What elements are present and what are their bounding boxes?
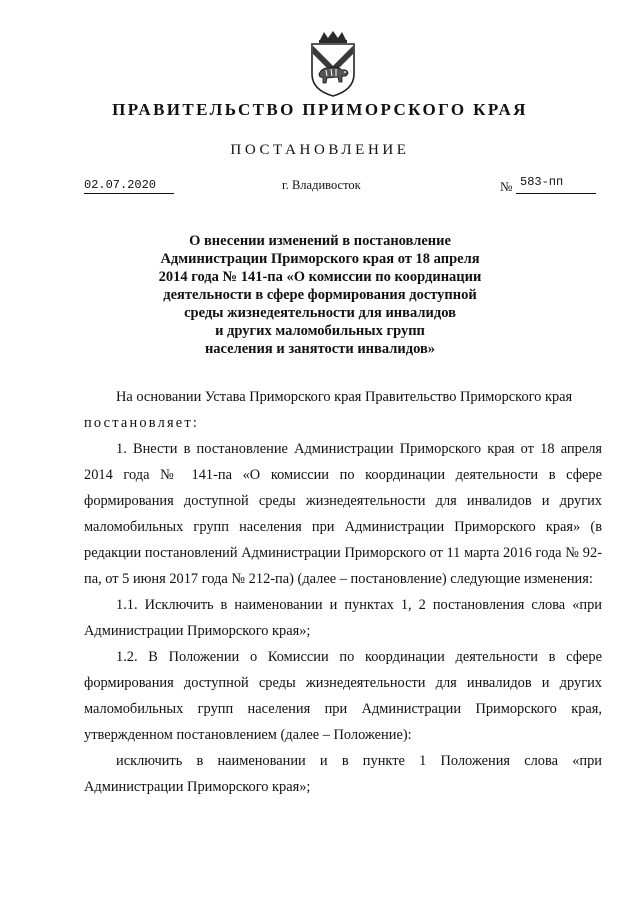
document-body bbox=[84, 384, 602, 800]
subject-line: О внесении изменений в постановление bbox=[189, 233, 451, 249]
document-number: 583-пп bbox=[516, 175, 596, 194]
subject-line: Администрации Приморского края от 18 апреля bbox=[160, 251, 480, 267]
government-title: ПРАВИТЕЛЬСТВО ПРИМОРСКОГО КРАЯ bbox=[112, 100, 528, 119]
clause-1-2: 1.2. В Положении о Комиссии по координации деятельности в сфере формирования доступной среды жизнедеятельности для инвалидов и других маломобильных групп населения при Администрации Приморского края, утвержденном постановлением (далее – Положение): bbox=[84, 649, 602, 743]
coat-of-arms-icon bbox=[302, 30, 364, 98]
document-date: 02.07.2020 bbox=[84, 178, 174, 194]
number-label: № bbox=[500, 179, 513, 194]
clause-1: 1. Внести в постановление Администрации Приморского края от 18 апреля 2014 года № 141-па «О комиссии по координации деятельности в сфере формирования доступной среды жизнедеятельности для инвалидов и других маломобильных групп населения при Администрации Приморского края» (в редакции постановлений Администрации Приморского от 11 марта 2016 года № 92-па, от 5 июня 2017 года № 212-па) (далее – постановление) следующие изменения: bbox=[84, 441, 602, 587]
decree-word: постановляет: bbox=[84, 415, 200, 431]
subject-line: среды жизнедеятельности для инвалидов bbox=[184, 305, 456, 321]
subject-line: деятельности в сфере формирования доступной bbox=[163, 287, 477, 303]
subject-line: и других маломобильных групп bbox=[215, 323, 425, 339]
document-subject bbox=[0, 232, 640, 358]
preamble-paragraph: На основании Устава Приморского края Правительство Приморского края bbox=[116, 389, 573, 405]
document-city: г. Владивосток bbox=[282, 178, 361, 192]
clause-1-2-subitem: исключить в наименовании и в пункте 1 Положения слова «при Администрации Приморского края»; bbox=[84, 753, 602, 795]
document-type: ПОСТАНОВЛЕНИЕ bbox=[230, 142, 410, 158]
subject-line: населения и занятости инвалидов» bbox=[204, 341, 436, 357]
subject-line: 2014 года № 141-па «О комиссии по координации bbox=[158, 269, 482, 285]
clause-1-1: 1.1. Исключить в наименовании и пунктах 1, 2 постановления слова «при Администрации Приморского края»; bbox=[84, 597, 602, 639]
